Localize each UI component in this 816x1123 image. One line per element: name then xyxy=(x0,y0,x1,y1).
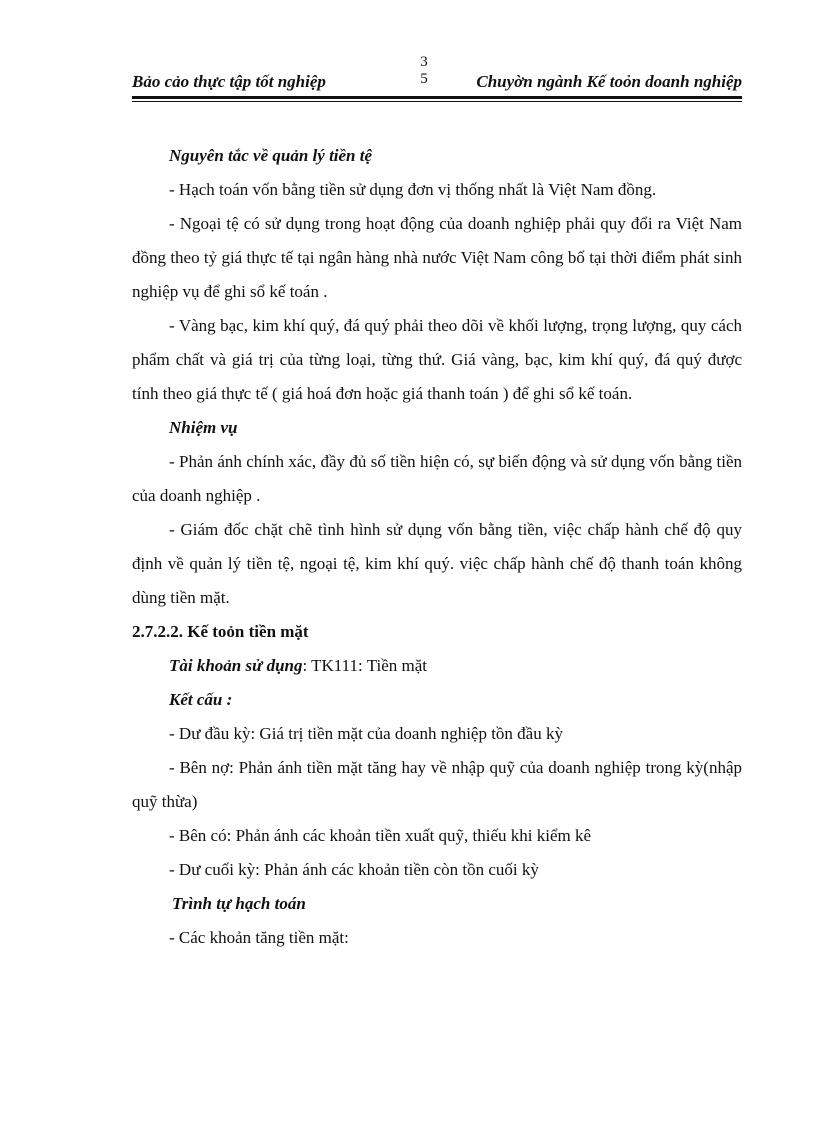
paragraph: - Phản ánh chính xác, đầy đủ số tiền hiện có, sự biến động và sử dụng vốn bằng tiền của doanh nghiệp . xyxy=(132,452,742,505)
paragraph: - Bên nợ: Phản ánh tiền mặt tăng hay về nhập quỹ của doanh nghiệp trong kỳ(nhập quỹ thừa) xyxy=(132,758,742,811)
paragraph: - Dư đầu kỳ: Giá trị tiền mặt của doanh nghiệp tồn đầu kỳ xyxy=(169,724,563,743)
header-divider xyxy=(132,96,742,99)
page-number xyxy=(418,54,430,88)
paragraph: - Vàng bạc, kim khí quý, đá quý phải theo dõi về khối lượng, trọng lượng, quy cách phẩm chất và giá trị của từng loại, từng thứ. Giá vàng, bạc, kim khí quý, đá quý được tính theo giá thực tế ( giá hoá đơn hoặc giá thanh toán ) để ghi sổ kế toán. xyxy=(132,316,742,403)
heading-principles: Nguyên tắc về quản lý tiền tệ xyxy=(169,146,373,165)
paragraph: - Giám đốc chặt chẽ tình hình sử dụng vốn bằng tiền, việc chấp hành chế độ quy định về quản lý tiền tệ, ngoại tệ, kim khí quý. việc chấp hành chế độ thanh toán không dùng tiền mặt. xyxy=(132,520,742,607)
paragraph: - Bên có: Phản ánh các khoản tiền xuất quỹ, thiếu khi kiểm kê xyxy=(169,826,592,845)
heading-structure: Kết cấu : xyxy=(169,690,233,709)
page-number-bottom: 5 xyxy=(420,71,428,87)
paragraph: - Dư cuối kỳ: Phản ánh các khoản tiền còn tồn cuối kỳ xyxy=(169,860,539,879)
account-line xyxy=(132,649,742,683)
paragraph: - Hạch toán vốn bằng tiền sử dụng đơn vị thống nhất là Việt Nam đồng. xyxy=(169,180,657,199)
account-label: Tài khoản sử dụng xyxy=(169,656,303,675)
heading-procedure: Trình tự hạch toán xyxy=(172,894,306,913)
section-title: 2.7.2.2. Kế toỏn tiền mặt xyxy=(132,622,309,641)
document-body xyxy=(132,139,742,955)
header-specialty: Chuyờn ngành Kế toỏn doanh nghiệp xyxy=(476,72,742,91)
header-report-title: Bảo cảo thực tập tốt nghiệp xyxy=(132,72,326,91)
page-header xyxy=(132,50,742,98)
heading-duties: Nhiệm vụ xyxy=(169,418,238,437)
page-number-top: 3 xyxy=(420,54,428,70)
paragraph: - Các khoản tăng tiền mặt: xyxy=(169,928,349,947)
account-value: : TK111: Tiền mặt xyxy=(302,656,428,675)
paragraph: - Ngoại tệ có sử dụng trong hoạt động của doanh nghiệp phải quy đổi ra Việt Nam đồng theo tỷ giá thực tế tại ngân hàng nhà nước Việt Nam công bố tại thời điểm phát sinh nghiệp vụ để ghi sổ kế toán . xyxy=(132,214,742,301)
